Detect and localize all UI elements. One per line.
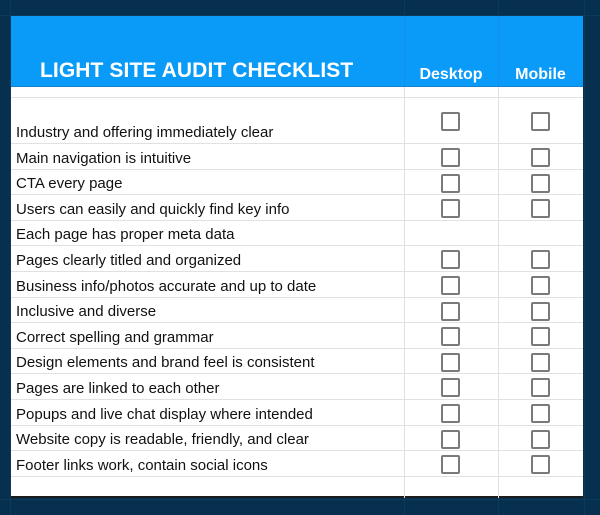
desktop-checkbox[interactable]	[441, 174, 460, 193]
checklist-item-label: Footer links work, contain social icons	[16, 456, 268, 474]
desktop-checkbox[interactable]	[441, 353, 460, 372]
mobile-checkbox[interactable]	[531, 250, 550, 269]
mobile-checkbox[interactable]	[531, 404, 550, 423]
checklist-row	[11, 374, 583, 400]
desktop-checkbox[interactable]	[441, 276, 460, 295]
checklist-row	[11, 170, 583, 196]
desktop-checkbox[interactable]	[441, 250, 460, 269]
mobile-checkbox[interactable]	[531, 174, 550, 193]
empty-row	[11, 472, 583, 496]
checklist-item-label: Inclusive and diverse	[16, 303, 157, 321]
mobile-checkbox[interactable]	[531, 112, 550, 131]
mobile-checkbox[interactable]	[531, 327, 550, 346]
header-row	[11, 16, 583, 87]
checklist-row	[11, 323, 583, 349]
checklist-item-label: Website copy is readable, friendly, and clear	[16, 431, 309, 449]
desktop-checkbox[interactable]	[441, 404, 460, 423]
mobile-checkbox[interactable]	[531, 353, 550, 372]
mobile-checkbox[interactable]	[531, 302, 550, 321]
checklist-item-label: Industry and offering immediately clear	[16, 124, 274, 141]
mobile-checkbox[interactable]	[531, 148, 550, 167]
desktop-checkbox[interactable]	[441, 327, 460, 346]
checklist-row	[11, 98, 583, 144]
desktop-checkbox[interactable]	[441, 112, 460, 131]
checklist-item-label: CTA every page	[16, 175, 123, 193]
checklist-title: LIGHT SITE AUDIT CHECKLIST	[40, 59, 354, 82]
desktop-checkbox[interactable]	[441, 148, 460, 167]
column-header-mobile: Mobile	[515, 66, 566, 83]
checklist-row	[11, 195, 583, 221]
desktop-checkbox[interactable]	[441, 302, 460, 321]
mobile-checkbox[interactable]	[531, 378, 550, 397]
checklist-item-label: Each page has proper meta data	[16, 226, 235, 244]
checklist-item-label: Business info/photos accurate and up to date	[16, 277, 317, 295]
checklist-row	[11, 272, 583, 298]
mobile-checkbox[interactable]	[531, 430, 550, 449]
checklist-item-label: Correct spelling and grammar	[16, 328, 214, 346]
checklist-row	[11, 246, 583, 272]
checklist-row	[11, 400, 583, 426]
checklist-row	[11, 298, 583, 324]
column-header-desktop: Desktop	[419, 66, 483, 83]
checklist-item-label: Pages are linked to each other	[16, 379, 220, 397]
checklist-item-label: Popups and live chat display where intended	[16, 405, 313, 423]
mobile-checkbox[interactable]	[531, 199, 550, 218]
checklist-row	[11, 426, 583, 452]
checklist-item-label: Pages clearly titled and organized	[16, 251, 242, 269]
checklist-row	[11, 221, 583, 247]
mobile-checkbox[interactable]	[531, 276, 550, 295]
checklist-row	[11, 349, 583, 375]
background-gridline	[584, 0, 585, 515]
checklist-row	[11, 144, 583, 170]
desktop-checkbox[interactable]	[441, 378, 460, 397]
checklist-item-label: Design elements and brand feel is consistent	[16, 354, 315, 372]
checklist-sheet	[11, 16, 583, 498]
desktop-checkbox[interactable]	[441, 430, 460, 449]
desktop-checkbox[interactable]	[441, 199, 460, 218]
background-gridline	[0, 499, 600, 500]
checklist-item-label: Users can easily and quickly find key info	[16, 200, 290, 218]
checklist-item-label: Main navigation is intuitive	[16, 149, 192, 167]
spacer-row	[11, 87, 583, 98]
